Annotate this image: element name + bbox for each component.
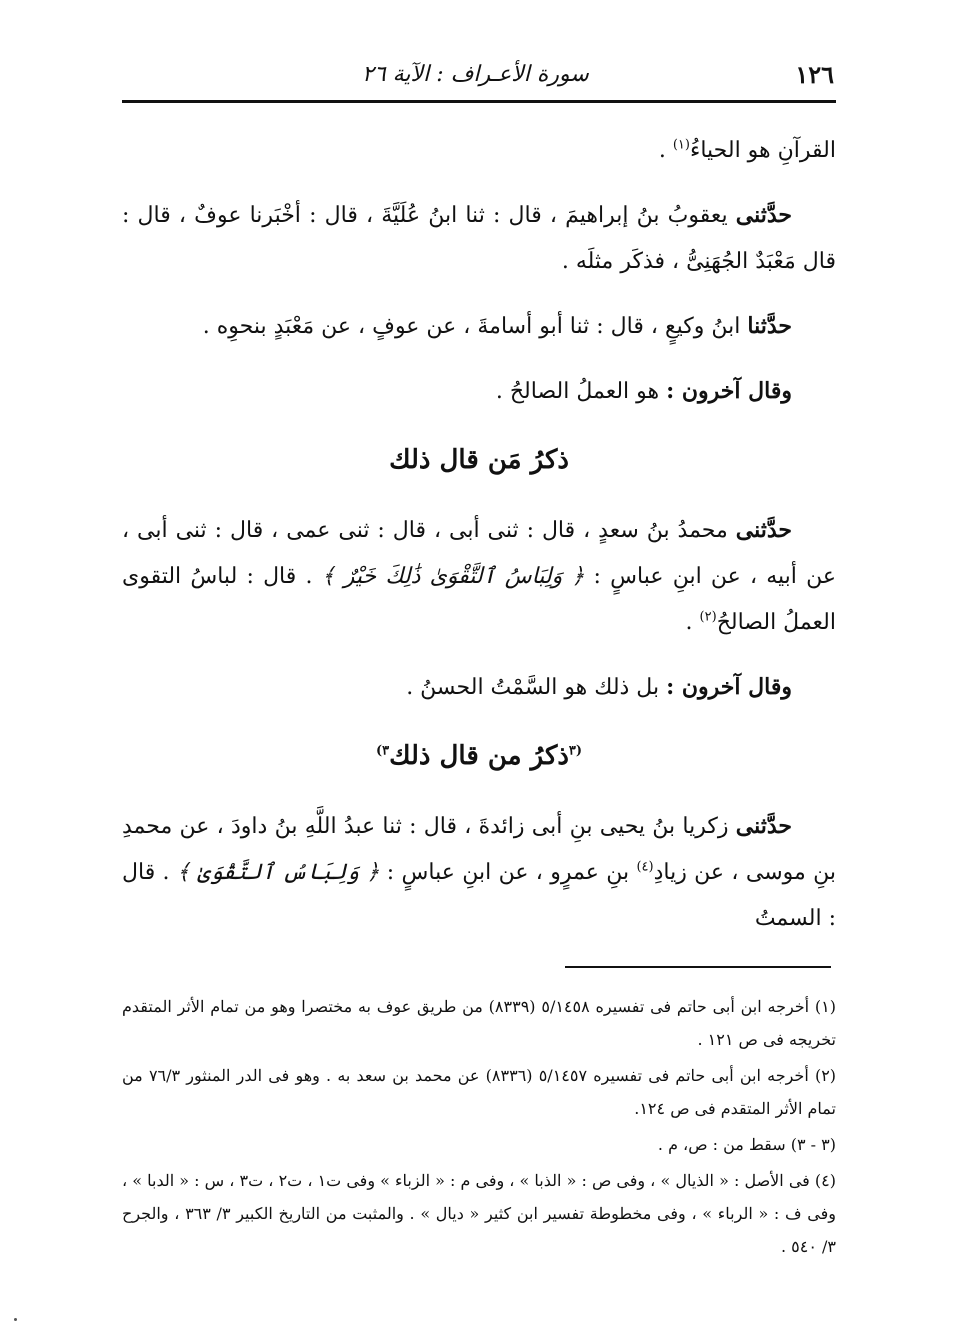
paragraph-7-text-c: . قال : السمتُ — [122, 860, 836, 931]
paragraph-6-text: بل ذلك هو السَّمْتُ الحسنُ . — [406, 675, 667, 700]
quran-quote: ﴿ وَلِبَاسُ ٱلتَّقْوَىٰ ذَٰلِكَ خَيْرٌ ﴾ — [321, 564, 585, 589]
paragraph-5 — [122, 507, 836, 646]
section-heading-2-text: ذكرُ من قال ذلك — [389, 741, 569, 771]
paragraph-7-text-b: بنِ عمرٍو ، عن ابنِ عباسٍ : — [379, 860, 637, 885]
omission-close-mark: ٣) — [375, 743, 390, 759]
section-heading-1: ذكرُ مَن قال ذلك — [389, 445, 569, 475]
paragraph-2 — [122, 192, 836, 285]
surah-verse-title: سورة الأعـراف : الآية ٢٦ — [362, 61, 589, 87]
paragraph-3 — [122, 303, 836, 350]
footnote-4: (٤) فى الأصل : « الذيال » ، وفى ص : « الذبا » ، وفى م : « الزباء » وفى ت١ ، ت٢ ، ت٣ ، س : « الدبا » ، وفى ف : « الرباء » ، وفى مخطوطة تفسير ابن كثير « ديال » . والمثبت من التاريخ الكبير ٣/ ٣٦٣ ، والجرح ٣/ ٥٤٠ . — [122, 1171, 836, 1256]
footnote-2: (٢) أخرجه ابن أبى حاتم فى تفسيره ٥/١٤٥٧ (٨٣٣٦) عن محمد بن سعد به . وهو فى الدر المنثور ٧٦/٣ من تمام الأثر المتقدم فى ص ١٢٤. — [122, 1066, 837, 1118]
header-rule — [122, 100, 836, 103]
paragraph-4-text: هو العملُ الصالحُ . — [495, 379, 667, 404]
scan-speck — [14, 1318, 17, 1321]
isnad-lead: حدَّثنى — [735, 813, 792, 839]
paragraph-2-text: يعقوبُ بنُ إبراهيمَ ، قال : ثنا ابنُ عُلَيَّةَ ، قال : أخْبَرنا عوفٌ ، قال : قال مَعْبَدٌ الجُهَنِىُّ ، فذكَر مثلَه . — [122, 203, 836, 274]
section-heading-2 — [122, 733, 836, 779]
footnote-ref-1: (١) — [672, 137, 690, 153]
running-header — [122, 54, 834, 94]
page-number: ١٢٦ — [795, 59, 834, 89]
isnad-lead: حدَّثنى — [735, 202, 792, 228]
paragraph-7 — [122, 803, 836, 942]
footnote-ref-2: (٢) — [699, 609, 717, 625]
isnad-lead: حدَّثنى — [735, 517, 792, 543]
footnote-ref-4: (٤) — [636, 859, 654, 875]
paragraph-1 — [122, 128, 836, 174]
paragraph-5-text-b: . قال : لباسُ التقوى العملُ الصالحُ — [122, 564, 836, 635]
footnote-separator — [565, 966, 831, 968]
paragraph-5-end: . — [685, 610, 700, 635]
paragraph-7-text-a: زكريا بنُ يحيى بنِ أبى زائدةَ ، قال : ثنا عبدُ اللَّهِ بنُ داودَ ، عن محمدِ بنِ موسى ، عن زيادِ — [122, 814, 836, 885]
paragraph-1-text: القرآنِ هو الحياءُ — [689, 138, 836, 163]
footnotes — [122, 990, 836, 1266]
isnad-lead: حدَّثنا — [747, 313, 792, 339]
opinion-lead: وقال آخرون : — [666, 674, 792, 700]
quran-quote: ﴿ وَلِبَاسُ ٱلتَّقْوَىٰ ﴾ — [176, 860, 380, 885]
paragraph-4 — [122, 368, 836, 415]
paragraph-6 — [122, 664, 836, 711]
opinion-lead: وقال آخرون : — [666, 378, 792, 404]
omission-open-mark: (٣ — [568, 743, 583, 759]
footnote-1: (١) أخرجه ابن أبى حاتم فى تفسيره ٥/١٤٥٨ (٨٣٣٩) من طريق عوف به مختصرا وهو من تمام الأثر المتقدم تخريجه فى ص ١٢١ . — [122, 997, 837, 1049]
paragraph-1-end: . — [658, 138, 673, 163]
paragraph-3-text: ابنُ وكيعٍ ، قال : ثنا أبو أسامةَ ، عن عوفٍ ، عن مَعْبَدٍ بنحوِه . — [202, 314, 748, 339]
main-text — [122, 128, 836, 960]
paragraph-5-text-a: محمدُ بنُ سعدٍ ، قال : ثنى أبى ، قال : ثنى عمى ، قال : ثنى أبى ، عن أبيه ، عن ابنِ عباسٍ : — [122, 518, 836, 589]
footnote-3: (٣ - ٣) سقط من : ص، م . — [657, 1135, 836, 1154]
